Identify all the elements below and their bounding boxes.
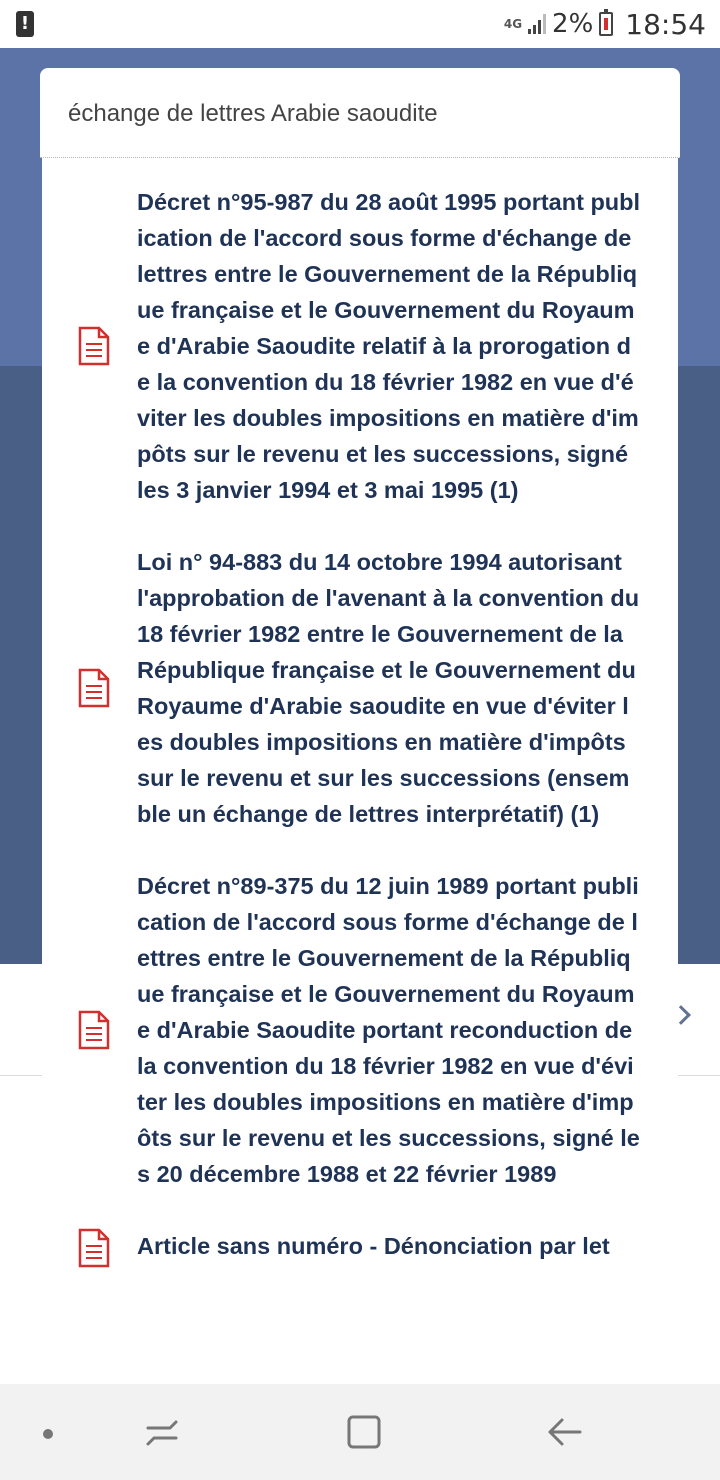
search-input[interactable] <box>68 94 658 134</box>
status-bar <box>0 0 720 48</box>
status-indicators <box>504 8 706 40</box>
suggestion-item[interactable] <box>42 184 678 508</box>
battery-icon <box>599 12 613 36</box>
suggestion-text: Décret n°89-375 du 12 juin 1989 portant publication de l'accord sous forme d'échange de lettres entre le Gouvernement de la République française et le Gouvernement du Royaume d'Arabie Saoudite portant reconduction de la convention du 18 février 1982 en vue d'éviter les doubles impositions en matière d'impôts sur le revenu et les successions, signé les 20 décembre 1988 et 22 février 1989 <box>137 873 640 1187</box>
document-icon <box>78 668 110 708</box>
signal-icon <box>528 14 546 34</box>
back-icon[interactable] <box>544 1412 584 1452</box>
dot-icon[interactable] <box>28 1412 68 1452</box>
network-type: 4G <box>503 17 523 31</box>
navigation-bar <box>0 1384 720 1480</box>
clock: 18:54 <box>625 7 706 41</box>
suggestion-item[interactable] <box>42 1228 678 1264</box>
recent-apps-icon[interactable] <box>142 1412 182 1452</box>
suggestions-list <box>42 158 678 1384</box>
suggestion-text: Loi n° 94-883 du 14 octobre 1994 autorisant l'approbation de l'avenant à la convention du 18 février 1982 entre le Gouvernement de la République française et le Gouvernement du Royaume d'Arabie saoudite en vue d'éviter les doubles impositions en matière d'impôts sur le revenu et sur les successions (ensemble un échange de lettres interprétatif) (1) <box>137 549 640 827</box>
suggestion-text: Article sans numéro - Dénonciation par let <box>137 1233 610 1259</box>
document-icon <box>78 326 110 366</box>
battery-percent: 2% <box>552 9 594 39</box>
alert-icon: ! <box>16 11 34 37</box>
document-icon <box>78 1010 110 1050</box>
suggestion-text: Décret n°95-987 du 28 août 1995 portant publication de l'accord sous forme d'échange de lettres entre le Gouvernement de la République française et le Gouvernement du Royaume d'Arabie Saoudite relatif à la prorogation de la convention du 18 février 1982 en vue d'éviter les doubles impositions en matière d'impôts sur le revenu et les successions, signé les 3 janvier 1994 et 3 mai 1995 (1) <box>137 189 641 503</box>
suggestion-item[interactable] <box>42 868 678 1192</box>
document-icon <box>78 1228 110 1268</box>
search-box[interactable] <box>40 68 680 158</box>
home-icon[interactable] <box>344 1412 384 1452</box>
suggestion-item[interactable] <box>42 544 678 832</box>
